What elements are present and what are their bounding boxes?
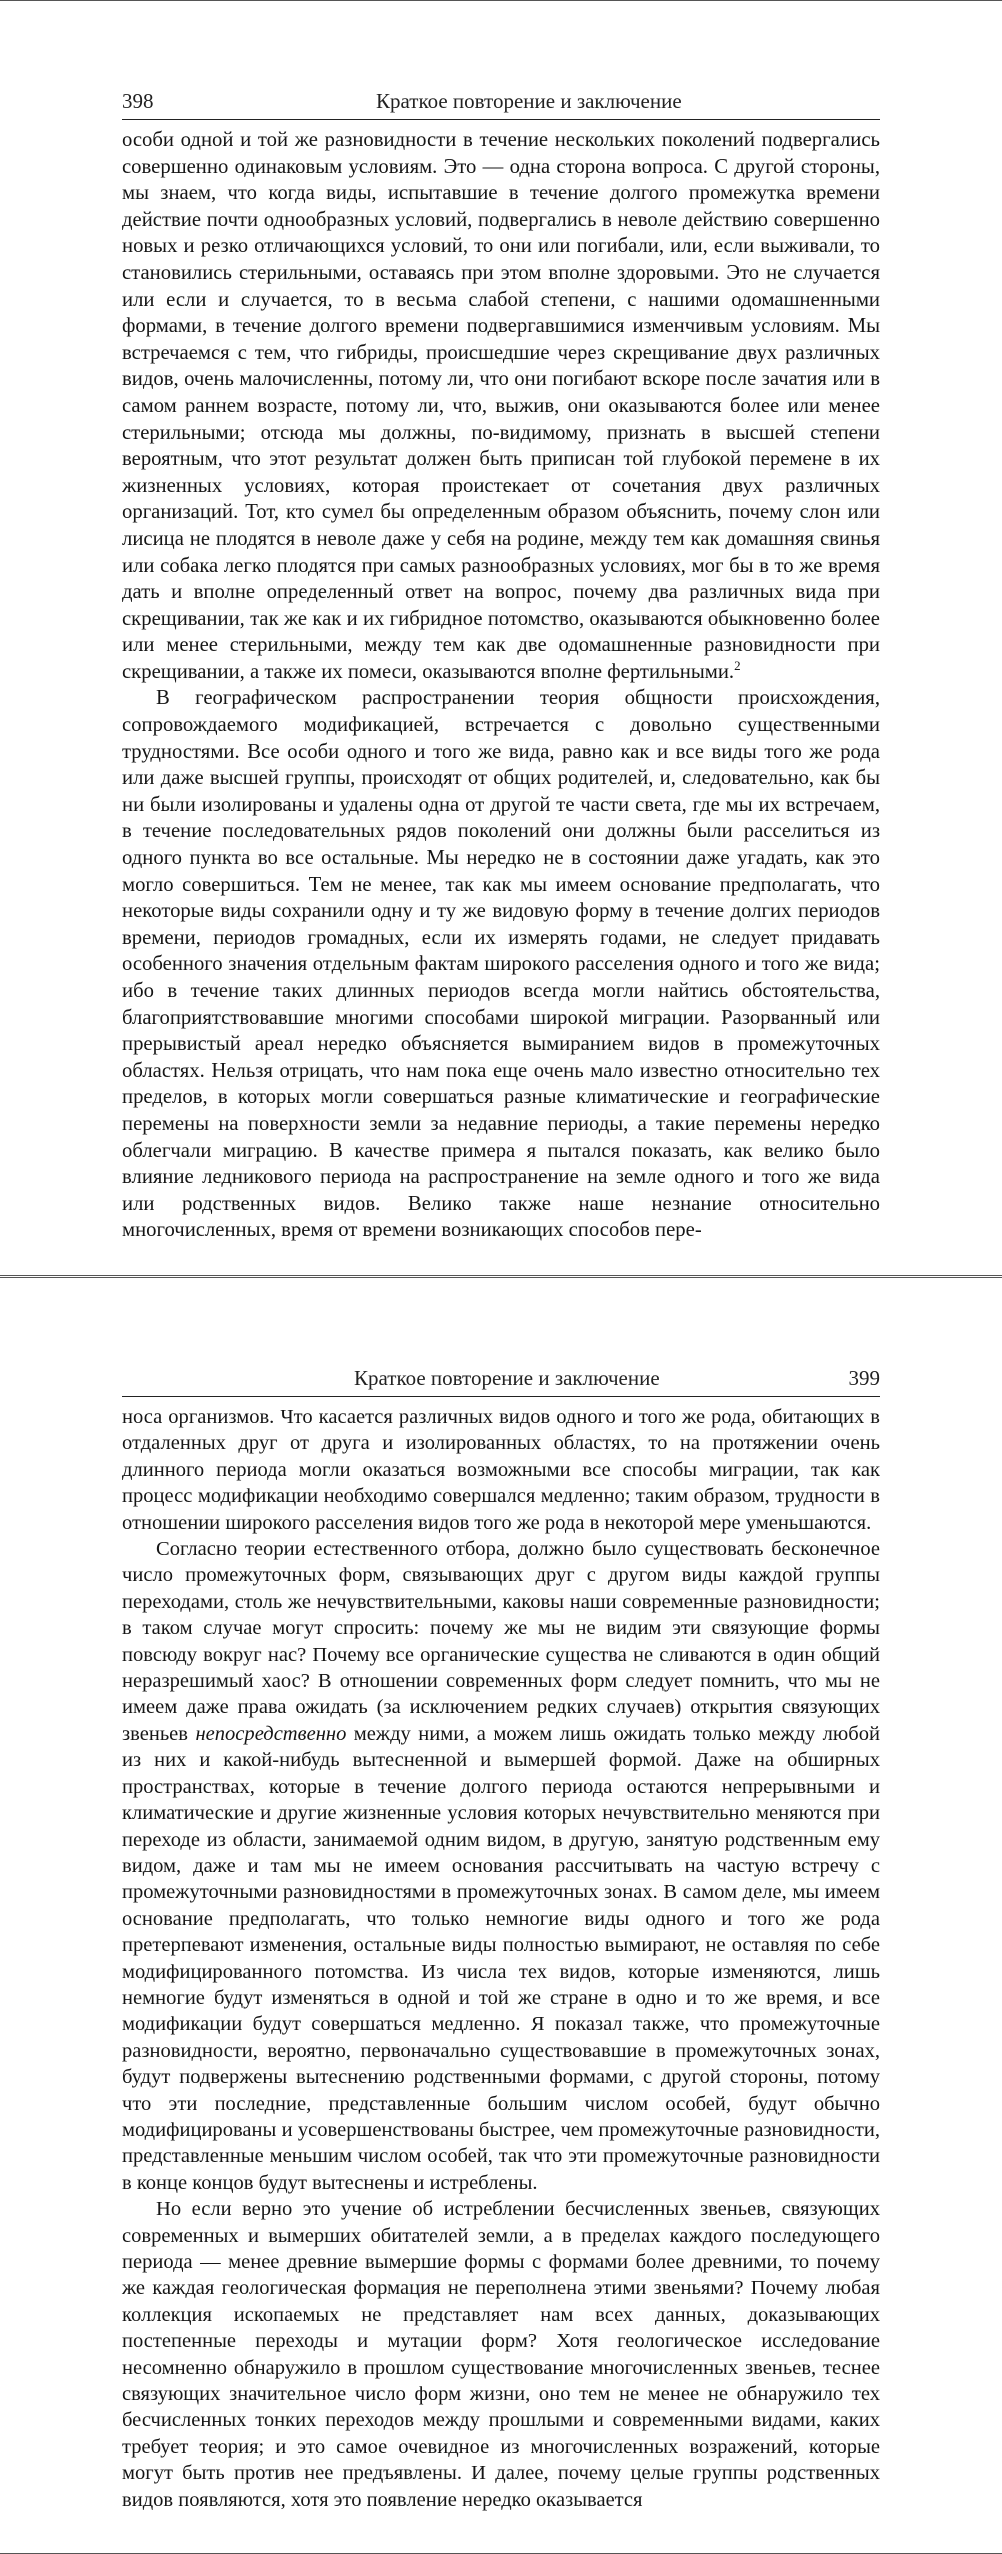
paragraph-text: между ними, а можем лишь ожидать только между любой из них и какой-нибудь вытесненной и вымершей формой. Даже на обширных пространствах, которые в течение долгого периода остаются непрерывными и климатические и другие жизненные условия которых нечувствительно меняются при переходе из области, занимаемой одним видом, в другую, занятую родственным ему видом, даже и там мы не имеем основания рассчитывать на частую встречу с промежуточными разновидностями в промежуточных зонах. В самом деле, мы имеем основание предполагать, что только немногие виды одного и того же рода претерпевают изменения, остальные виды полностью вымирают, не оставляя по себе модифицированного потомства. Из числа тех видов, которые изменяются, лишь немногие будут изменяться в одной и той же стране в одно и то же время, и все модификации будут совершаться медленно. Я показал также, что промежуточные разновидности, вероятно, первоначально существовавшие в промежуточных зонах, будут подвержены вытеснению родственными формами, с другой стороны, потому что эти последние, представленные большим числом особей, будут обычно модифицированы и усовершенствованы быстрее, чем промежуточные разновидности, представленные меньшим числом особей, так что эти промежуточные разновидности в конце концов будут вытеснены и истреблены. xyxy=(122,1722,880,2194)
paragraph-text: В географическом распространении теория общности происхождения, сопровождаемого модификацией, встречается с довольно существенными трудностями. Все особи одного и того же вида, равно как и все виды того же рода или даже высшей группы, происходят от общих родителей, и, следовательно, как бы ни были изолированы и удалены одна от другой те части света, где мы их встречаем, в течение последовательных рядов поколений они должны были расселиться из одного пункта во все остальные. Мы нередко не в состоянии даже угадать, как это могло совершиться. Тем не менее, так как мы имеем основание предполагать, что некоторые виды сохранили одну и ту же видовую форму в течение долгих периодов времени, периодов громадных, если их измерять годами, не следует придавать особенного значения отдельным фактам широкого расселения одного и того же вида; ибо в течение таких длинных периодов всегда могли найтись обстоятельства, благоприятствовавшие многими способами широкой миграции. Разорванный или прерывистый ареал нередко объясняется вымиранием видов в промежуточных областях. Нельзя отрицать, что нам пока еще очень мало известно относительно тех пределов, в которых могли совершаться разные климатические и географические перемены на поверхности земли за недавние периоды, а такие перемены нередко облегчали миграцию. В качестве примера я пытался показать, как велико было влияние ледникового периода на распространение на земле одного и того же вида или родственных видов. Велико также наше незнание относительно многочисленных, время от времени возникающих способов пере- xyxy=(122,687,880,1242)
header-rule xyxy=(122,119,880,120)
running-title: Краткое повторение и заключение xyxy=(376,89,682,113)
page-body xyxy=(122,1404,880,2513)
paragraph-text: Согласно теории естественного отбора, должно было существовать бесконечное число промежуточных форм, связывающих друг с другом виды каждой группы переходами, столь же нечувствительными, каковы наши современные разновидности; в таком случае могут спросить: почему же мы не видим эти связующие формы повсюду вокруг нас? Почему все органические существа не сливаются в один общий неразрешимый хаос? В отношении современных форм следует помнить, что мы не имеем даже права ожидать (за исключением редких случаев) открытия связующих звеньев xyxy=(122,1538,880,1745)
paragraph-text: носа организмов. Что касается различных видов одного и того же рода, обитающих в отдаленных друг от друга и изолированных областях, то на протяжении очень длинного периода могли оказаться возможными все способы миграции, так как процесс модификации необходимо совершался медленно; таким образом, трудности в отношении широкого расселения видов того же рода в некоторой мере уменьшаются. xyxy=(122,1406,880,1534)
emphasized-word: непосредственно xyxy=(195,1722,347,1745)
book-page-398 xyxy=(0,0,1002,1276)
header-rule xyxy=(122,1396,880,1397)
body-paragraph xyxy=(122,685,880,1243)
page-number: 399 xyxy=(848,1366,880,1390)
body-paragraph xyxy=(122,1404,880,1536)
paragraph-text: особи одной и той же разновидности в течение нескольких поколений подвергались совершенно одинаковым условиям. Это — одна сторона вопроса. С другой стороны, мы знаем, что когда виды, испытавшие в течение долгого промежутка времени действие почти однообразных условий, подвергались в неволе действию совершенно новых и резко отличающихся условий, то они или погибали, или, если выживали, то становились стерильными, оставаясь при этом вполне здоровыми. Это не случается или если и случается, то в весьма слабой степени, с нашими одомашненными формами, в течение долгого времени подвергавшимися изменчивым условиям. Мы встречаемся с тем, что гибриды, происшедшие через скрещивание двух различных видов, очень малочисленны, потому ли, что они погибают вскоре после зачатия или в самом раннем возрасте, потому ли, что, выжив, они оказываются более или менее стерильными; отсюда мы должны, по-видимому, признать в высшей степени вероятным, что этот результат должен быть приписан той глубокой перемене в их жизненных условиях, которая проистекает от сочетания двух различных организаций. Тот, кто сумел бы определенным образом объяснить, почему слон или лисица не плодятся в неволе даже у себя на родине, между тем как домашняя свинья или собака легко плодятся при самых разнообразных условиях, мог бы в то же время дать и вполне определенный ответ на вопрос, почему два различных вида при скрещивании, так же как и их гибридное потомство, оказываются обыкновенно более или менее стерильными, между тем как две одомашненные разновидности при скрещивании, а также их помеси, оказываются вполне фертильными. xyxy=(122,129,880,683)
book-page-399 xyxy=(0,1277,1002,2554)
page-number: 398 xyxy=(122,89,154,113)
body-paragraph xyxy=(122,1536,880,2196)
page-body xyxy=(122,127,880,1244)
body-paragraph xyxy=(122,2196,880,2513)
footnote-marker[interactable]: 2 xyxy=(734,657,741,673)
paragraph-text: Но если верно это учение об истреблении бесчисленных звеньев, связующих современных и вымерших обитателей земли, а в пределах каждого последующего периода — менее древние вымершие формы с формами более древними, то почему же каждая геологическая формация не переполнена этими звеньями? Почему любая коллекция ископаемых не представляет нам всех данных, доказывающих постепенные переходы и мутации форм? Хотя геологическое исследование несомненно обнаружило в прошлом существование многочисленных звеньев, теснее связующих значительное число форм жизни, оно тем не менее не обнаружило тех бесчисленных тонких переходов между прошлыми и современными видами, каких требует теория; и это самое очевидное из многочисленных возражений, которые могут быть против нее предъявлены. И далее, почему целые группы родственных видов появляются, хотя это появление нередко оказывается xyxy=(122,2198,880,2511)
body-paragraph xyxy=(122,127,880,685)
running-title: Краткое повторение и заключение xyxy=(354,1366,660,1390)
